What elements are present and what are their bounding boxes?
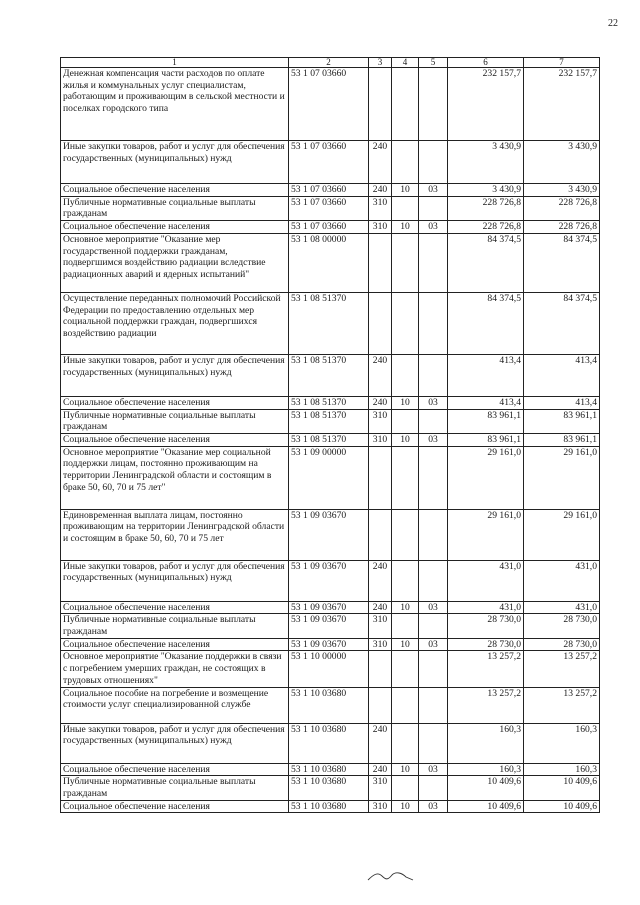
cell-v6: 431,0 <box>448 560 524 601</box>
table-row <box>61 638 600 651</box>
cell-v6: 13 257,2 <box>448 651 524 687</box>
cell-code: 53 1 09 03670 <box>289 601 369 614</box>
cell-vr <box>369 68 392 141</box>
cell-name: Социальное обеспечение населения <box>61 800 289 813</box>
cell-vr: 240 <box>369 560 392 601</box>
cell-vr: 310 <box>369 433 392 446</box>
column-header: 6 <box>448 58 524 68</box>
cell-vr: 240 <box>369 601 392 614</box>
table-row <box>61 292 600 354</box>
cell-vr: 240 <box>369 184 392 197</box>
cell-v6: 29 161,0 <box>448 446 524 509</box>
cell-vr: 310 <box>369 221 392 234</box>
column-header: 1 <box>61 58 289 68</box>
table-row <box>61 446 600 509</box>
cell-name: Публичные нормативные социальные выплаты гражданам <box>61 776 289 800</box>
cell-name: Социальное обеспечение населения <box>61 221 289 234</box>
cell-pr: 10 <box>392 601 419 614</box>
column-header: 7 <box>524 58 600 68</box>
cell-sub <box>419 651 448 687</box>
cell-pr <box>392 233 419 292</box>
cell-code: 53 1 10 00000 <box>289 651 369 687</box>
cell-v7: 160,3 <box>524 723 600 763</box>
cell-v7: 228 726,8 <box>524 196 600 220</box>
cell-v7: 84 374,5 <box>524 233 600 292</box>
cell-v7: 3 430,9 <box>524 184 600 197</box>
cell-code: 53 1 09 03670 <box>289 509 369 560</box>
cell-code: 53 1 10 03680 <box>289 723 369 763</box>
cell-pr <box>392 560 419 601</box>
cell-v6: 413,4 <box>448 396 524 409</box>
cell-pr: 10 <box>392 396 419 409</box>
table-row <box>61 776 600 800</box>
cell-sub <box>419 509 448 560</box>
cell-sub <box>419 292 448 354</box>
table-row <box>61 396 600 409</box>
cell-v6: 228 726,8 <box>448 221 524 234</box>
table-row <box>61 196 600 220</box>
table-row <box>61 800 600 813</box>
cell-name: Публичные нормативные социальные выплаты гражданам <box>61 614 289 638</box>
cell-name: Социальное обеспечение населения <box>61 601 289 614</box>
cell-v6: 232 157,7 <box>448 68 524 141</box>
cell-code: 53 1 07 03660 <box>289 184 369 197</box>
page-number: 22 <box>608 18 618 29</box>
cell-v6: 29 161,0 <box>448 509 524 560</box>
cell-pr <box>392 141 419 184</box>
cell-name: Публичные нормативные социальные выплаты гражданам <box>61 409 289 433</box>
cell-v7: 83 961,1 <box>524 409 600 433</box>
cell-name: Денежная компенсация части расходов по оплате жилья и коммунальных услуг специалистам, работающим и проживающим в сельской местности и поселках городского типа <box>61 68 289 141</box>
cell-code: 53 1 10 03680 <box>289 763 369 776</box>
cell-sub <box>419 446 448 509</box>
cell-code: 53 1 07 03660 <box>289 141 369 184</box>
cell-code: 53 1 10 03680 <box>289 776 369 800</box>
cell-sub: 03 <box>419 800 448 813</box>
cell-code: 53 1 08 00000 <box>289 233 369 292</box>
cell-pr <box>392 196 419 220</box>
cell-sub <box>419 409 448 433</box>
cell-v6: 160,3 <box>448 723 524 763</box>
cell-v6: 28 730,0 <box>448 638 524 651</box>
cell-v7: 413,4 <box>524 354 600 396</box>
cell-name: Социальное пособие на погребение и возмещение стоимости услуг специализированной службе <box>61 687 289 723</box>
cell-name: Иные закупки товаров, работ и услуг для обеспечения государственных (муниципальных) нужд <box>61 560 289 601</box>
cell-v6: 83 961,1 <box>448 409 524 433</box>
cell-sub <box>419 687 448 723</box>
cell-sub <box>419 233 448 292</box>
cell-v7: 228 726,8 <box>524 221 600 234</box>
cell-vr <box>369 446 392 509</box>
table-row <box>61 433 600 446</box>
cell-v6: 28 730,0 <box>448 614 524 638</box>
cell-code: 53 1 07 03660 <box>289 221 369 234</box>
cell-name: Основное мероприятие "Оказание поддержки в связи с погребением умерших граждан, не состоящих в трудовых отношениях" <box>61 651 289 687</box>
cell-sub <box>419 776 448 800</box>
table-row <box>61 141 600 184</box>
cell-v6: 3 430,9 <box>448 184 524 197</box>
cell-pr: 10 <box>392 763 419 776</box>
cell-v7: 29 161,0 <box>524 509 600 560</box>
cell-sub <box>419 614 448 638</box>
cell-sub <box>419 723 448 763</box>
table-row <box>61 221 600 234</box>
cell-vr <box>369 509 392 560</box>
table-row <box>61 68 600 141</box>
cell-sub: 03 <box>419 433 448 446</box>
cell-name: Социальное обеспечение населения <box>61 638 289 651</box>
table-row <box>61 354 600 396</box>
table-row <box>61 614 600 638</box>
column-header: 2 <box>289 58 369 68</box>
table-row <box>61 687 600 723</box>
table-row <box>61 409 600 433</box>
cell-name: Социальное обеспечение населения <box>61 763 289 776</box>
cell-pr: 10 <box>392 184 419 197</box>
cell-v7: 13 257,2 <box>524 651 600 687</box>
cell-pr <box>392 292 419 354</box>
column-header: 5 <box>419 58 448 68</box>
cell-v7: 84 374,5 <box>524 292 600 354</box>
cell-v7: 83 961,1 <box>524 433 600 446</box>
cell-sub <box>419 196 448 220</box>
cell-v7: 232 157,7 <box>524 68 600 141</box>
cell-code: 53 1 09 03670 <box>289 614 369 638</box>
column-header: 4 <box>392 58 419 68</box>
table-row <box>61 763 600 776</box>
cell-vr <box>369 233 392 292</box>
cell-name: Основное мероприятие "Оказание мер государственной поддержки гражданам, подвергшимся воздействию радиации вследствие радиационных аварий и ядерных испытаний" <box>61 233 289 292</box>
cell-v7: 160,3 <box>524 763 600 776</box>
cell-code: 53 1 07 03660 <box>289 68 369 141</box>
cell-sub <box>419 354 448 396</box>
cell-vr: 310 <box>369 409 392 433</box>
cell-code: 53 1 08 51370 <box>289 396 369 409</box>
cell-code: 53 1 08 51370 <box>289 409 369 433</box>
cell-vr <box>369 687 392 723</box>
table-row <box>61 601 600 614</box>
cell-pr <box>392 68 419 141</box>
cell-pr <box>392 614 419 638</box>
cell-name: Иные закупки товаров, работ и услуг для обеспечения государственных (муниципальных) нужд <box>61 141 289 184</box>
column-header: 3 <box>369 58 392 68</box>
cell-pr <box>392 687 419 723</box>
cell-v7: 10 409,6 <box>524 776 600 800</box>
cell-v6: 431,0 <box>448 601 524 614</box>
cell-code: 53 1 08 51370 <box>289 433 369 446</box>
cell-name: Социальное обеспечение населения <box>61 433 289 446</box>
cell-pr <box>392 651 419 687</box>
cell-pr: 10 <box>392 433 419 446</box>
cell-name: Публичные нормативные социальные выплаты гражданам <box>61 196 289 220</box>
table-row <box>61 560 600 601</box>
cell-v7: 28 730,0 <box>524 638 600 651</box>
cell-pr <box>392 409 419 433</box>
cell-pr <box>392 354 419 396</box>
cell-code: 53 1 08 51370 <box>289 292 369 354</box>
cell-v7: 13 257,2 <box>524 687 600 723</box>
cell-v6: 160,3 <box>448 763 524 776</box>
cell-v7: 29 161,0 <box>524 446 600 509</box>
cell-v7: 413,4 <box>524 396 600 409</box>
cell-v6: 413,4 <box>448 354 524 396</box>
cell-sub: 03 <box>419 221 448 234</box>
cell-pr <box>392 446 419 509</box>
cell-code: 53 1 09 03670 <box>289 638 369 651</box>
cell-code: 53 1 10 03680 <box>289 800 369 813</box>
cell-v6: 83 961,1 <box>448 433 524 446</box>
table-row <box>61 509 600 560</box>
cell-sub: 03 <box>419 396 448 409</box>
table-header-row <box>61 58 600 68</box>
cell-v6: 10 409,6 <box>448 800 524 813</box>
cell-name: Иные закупки товаров, работ и услуг для обеспечения государственных (муниципальных) нужд <box>61 354 289 396</box>
cell-sub: 03 <box>419 638 448 651</box>
table-row <box>61 233 600 292</box>
cell-v6: 84 374,5 <box>448 233 524 292</box>
cell-name: Социальное обеспечение населения <box>61 396 289 409</box>
cell-sub <box>419 141 448 184</box>
cell-code: 53 1 10 03680 <box>289 687 369 723</box>
cell-pr: 10 <box>392 221 419 234</box>
cell-sub <box>419 560 448 601</box>
cell-v6: 10 409,6 <box>448 776 524 800</box>
cell-vr <box>369 292 392 354</box>
cell-vr: 310 <box>369 776 392 800</box>
cell-pr: 10 <box>392 638 419 651</box>
cell-code: 53 1 07 03660 <box>289 196 369 220</box>
cell-vr: 310 <box>369 800 392 813</box>
cell-pr: 10 <box>392 800 419 813</box>
cell-v7: 3 430,9 <box>524 141 600 184</box>
cell-code: 53 1 09 03670 <box>289 560 369 601</box>
cell-vr: 240 <box>369 396 392 409</box>
cell-vr: 240 <box>369 141 392 184</box>
cell-v6: 228 726,8 <box>448 196 524 220</box>
cell-v7: 10 409,6 <box>524 800 600 813</box>
table-row <box>61 651 600 687</box>
cell-v7: 431,0 <box>524 601 600 614</box>
cell-name: Основное мероприятие "Оказание мер социальной поддержки лицам, постоянно проживающим на территории Ленинградской области и состоящим в браке 50, 60, 70 и 75 лет" <box>61 446 289 509</box>
cell-vr: 310 <box>369 614 392 638</box>
cell-sub: 03 <box>419 763 448 776</box>
cell-vr: 310 <box>369 196 392 220</box>
cell-code: 53 1 09 00000 <box>289 446 369 509</box>
cell-v7: 28 730,0 <box>524 614 600 638</box>
table-row <box>61 723 600 763</box>
cell-pr <box>392 509 419 560</box>
cell-sub: 03 <box>419 601 448 614</box>
cell-v6: 3 430,9 <box>448 141 524 184</box>
cell-vr: 240 <box>369 763 392 776</box>
cell-name: Социальное обеспечение населения <box>61 184 289 197</box>
cell-v7: 431,0 <box>524 560 600 601</box>
cell-sub: 03 <box>419 184 448 197</box>
cell-v6: 84 374,5 <box>448 292 524 354</box>
cell-name: Иные закупки товаров, работ и услуг для обеспечения государственных (муниципальных) нужд <box>61 723 289 763</box>
signature-mark <box>366 868 416 884</box>
cell-pr <box>392 723 419 763</box>
cell-pr <box>392 776 419 800</box>
cell-v6: 13 257,2 <box>448 687 524 723</box>
cell-vr: 240 <box>369 723 392 763</box>
budget-table <box>60 57 600 813</box>
cell-vr: 310 <box>369 638 392 651</box>
cell-code: 53 1 08 51370 <box>289 354 369 396</box>
cell-name: Осуществление переданных полномочий Российской Федерации по предоставлению отдельных мер социальной поддержки граждан, подвергшихся воздействию радиации <box>61 292 289 354</box>
budget-table-body <box>61 58 600 813</box>
cell-vr <box>369 651 392 687</box>
table-row <box>61 184 600 197</box>
cell-sub <box>419 68 448 141</box>
cell-name: Единовременная выплата лицам, постоянно проживающим на территории Ленинградской области и состоящим в браке 50, 60, 70 и 75 лет <box>61 509 289 560</box>
cell-vr: 240 <box>369 354 392 396</box>
